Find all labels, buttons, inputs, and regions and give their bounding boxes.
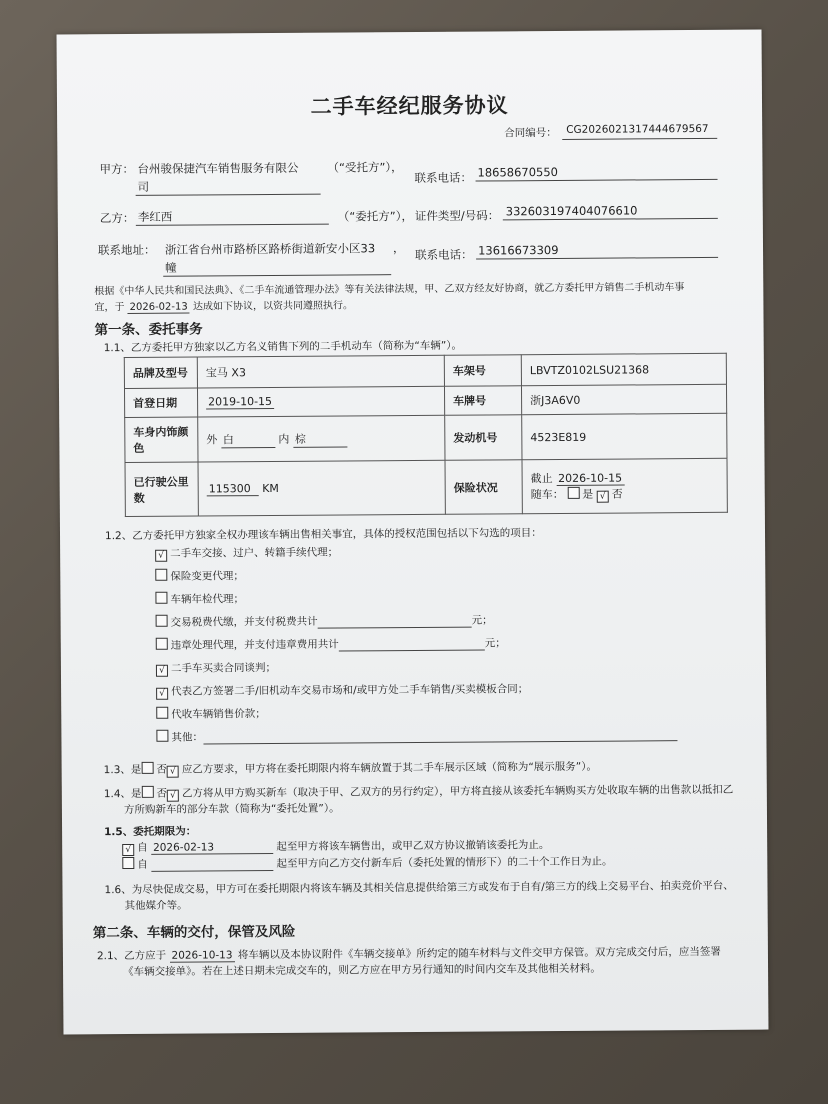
option-label: 代表乙方签署二手/旧机动车交易市场和/或甲方处二手车销售/买卖模板合同； [171, 683, 529, 698]
vin-label: 车架号 [444, 355, 521, 387]
clause-1-5-row-2 [122, 854, 612, 872]
document-title: 二手车经纪服务协议 [310, 93, 509, 119]
other-blank[interactable] [203, 728, 677, 744]
option-suffix: 元； [471, 614, 493, 627]
party-b-id-label: 证件类型/号码： [414, 208, 500, 223]
term-start-date-2[interactable] [151, 858, 273, 872]
clause-2-1-line-2: 《车辆交接单》。若在上述日期未完成交车的，则乙方应在甲方另行通知的时间内交车及其他相关材料。 [123, 962, 601, 979]
no-checkbox[interactable]: √ [597, 491, 609, 503]
mileage-value: 115300 [207, 482, 259, 496]
clause-1-4-no-checkbox[interactable]: √ [167, 790, 179, 802]
term-option-2-text: 起至甲方向乙方交付新车后（委托处置的情形下）的二十个工作日为止。 [276, 855, 613, 870]
clause-1-4-text: 乙方将从甲方购买新车（取决于甲、乙双方的另行约定），甲方将直接从该委托车辆购买方处收取车辆的出售款以抵扣乙 [181, 783, 734, 800]
preamble-line-1: 根据《中华人民共和国民法典》、《二手车流通管理办法》等有关法律法规，甲、乙双方经友好协商，就乙方委托甲方销售二手机动车事 [94, 282, 685, 298]
party-a-name: 台州骏保捷汽车销售服务有限公 [137, 160, 299, 176]
party-b-id: 332603197404076610 [505, 203, 638, 219]
option-label: 交易税费代缴，并支付税费共计 [170, 615, 318, 629]
clause-1-5-row-1 [122, 837, 549, 856]
clause-1-3-text: 应乙方要求，甲方将在委托期限内将车辆放置于其二手车展示区域（简称为“展示服务”）。 [181, 760, 598, 776]
inner-color-value: 棕 [293, 430, 347, 447]
party-b-address-comma: ， [392, 241, 405, 256]
party-b-name: 李红西 [137, 209, 173, 224]
reg-date-cell [197, 386, 444, 417]
clause-1-5-title: 1.5、委托期限为： [104, 825, 197, 839]
party-b-address: 浙江省台州市路桥区路桥街道新安小区33 [164, 241, 376, 257]
mileage-label: 已行驶公里数 [125, 462, 198, 517]
term-option-1-text: 起至甲方将该车辆售出，或甲乙双方协议撤销该委托为止。 [276, 839, 550, 853]
party-b-phone-label: 联系电话： [415, 247, 473, 262]
preamble-suffix: 达成如下协议，以资共同遵照执行。 [192, 300, 353, 313]
option-checkbox[interactable] [155, 569, 167, 581]
option-item [155, 545, 338, 562]
option-item [156, 660, 276, 677]
engine-label: 发动机号 [445, 415, 522, 461]
term-start-date: 2026-02-13 [151, 841, 273, 855]
term-from-label: 自 [137, 841, 148, 854]
option-label: 代收车辆销售价款； [171, 708, 266, 721]
clause-1-3 [104, 759, 597, 778]
party-b-id-line [503, 218, 718, 221]
mileage-cell [198, 460, 445, 516]
clause-1-3-no-checkbox[interactable]: √ [167, 766, 179, 778]
clause-1-4-yes-checkbox[interactable] [141, 786, 153, 798]
delivery-date: 2026-10-13 [169, 949, 234, 962]
option-checkbox[interactable]: √ [156, 665, 168, 677]
option-item [155, 591, 244, 607]
plate-value: 浙J3A6V0 [521, 384, 726, 414]
option-item [156, 635, 506, 652]
clause-2-1-prefix: 2.1、乙方应于 [96, 949, 167, 963]
brand-value: 宝马 X3 [197, 355, 444, 388]
party-b-label: 乙方： [99, 210, 135, 226]
color-label: 车身内饰颜色 [125, 417, 198, 463]
party-a-label: 甲方： [99, 161, 135, 177]
table-row [124, 384, 726, 417]
party-b-address-cont: 幢 [165, 260, 177, 275]
insurance-cell [522, 458, 727, 513]
option-label: 违章处理代理，并支付违章费用共计 [170, 638, 339, 652]
contract-number: CG20260213174446795​67 [566, 122, 709, 136]
option-checkbox[interactable] [156, 707, 168, 719]
section-1-title: 第一条、委托事务 [94, 321, 203, 339]
brand-label: 品牌及型号 [124, 357, 197, 389]
option-checkbox[interactable]: √ [156, 688, 168, 700]
option-label: 二手车买卖合同谈判； [170, 661, 276, 675]
party-b-line [136, 224, 329, 226]
clause-1-4-no-label: 否 [156, 787, 168, 800]
clause-1-4-cont: 方所购新车的部分车款（简称为“委托处置”）。 [123, 802, 340, 817]
clause-1-4 [104, 782, 734, 802]
preamble-prefix: 宜，于 [94, 302, 125, 314]
term-option-2-checkbox[interactable] [122, 857, 134, 869]
plate-label: 车牌号 [444, 386, 521, 416]
outer-color-value: 白 [221, 430, 275, 447]
option-item [156, 706, 266, 722]
term-option-1-checkbox[interactable]: √ [122, 844, 134, 856]
option-checkbox[interactable]: √ [155, 550, 167, 562]
preamble-line-2 [94, 296, 353, 314]
insurance-until-value: 2026-10-15 [556, 472, 624, 486]
clause-2-1-line-1 [97, 944, 721, 963]
option-label: 车辆年检代理； [170, 593, 245, 606]
party-b-phone: 13616673309 [477, 242, 559, 258]
term-from-label-2: 自 [137, 858, 148, 871]
option-checkbox[interactable] [156, 615, 168, 627]
option-checkbox[interactable] [155, 592, 167, 604]
violation-amount-blank[interactable] [339, 637, 485, 651]
option-label: 保险变更代理； [170, 570, 244, 583]
clause-1-3-yes-checkbox[interactable] [141, 762, 153, 774]
color-cell [198, 415, 445, 462]
clause-2-1-text: 将车辆以及本协议附件《车辆交接单》所约定的随车材料与文件交甲方保管。双方完成交付后，应当签署 [237, 945, 721, 962]
clause-1-1: 1.1、乙方委托甲方独家以乙方名义销售下列的二手机动车（简称为“车辆”）。 [103, 339, 463, 355]
option-item [155, 568, 244, 584]
option-label: 二手车交接、过户、转籍手续代理； [170, 546, 339, 560]
insurance-until-row [531, 469, 719, 486]
option-suffix: 元； [484, 637, 506, 650]
party-b-role: （“委托方”）， [337, 208, 414, 224]
vin-value: LBVTZ0102LSU21368 [521, 353, 726, 385]
option-label: 其他： [171, 731, 203, 744]
clause-1-3-no-label: 否 [156, 763, 167, 776]
with-car-label: 随车： [530, 487, 564, 502]
yes-checkbox[interactable] [567, 487, 579, 499]
clause-1-6-line-1: 1.6、为尽快促成交易，甲方可在委托期限内将该车辆及其相关信息提供给第三方或发布于自有/第三方的线上交易平台、拍卖竞价平台、 [104, 879, 734, 897]
option-item [156, 726, 677, 745]
option-checkbox[interactable] [156, 730, 168, 742]
insurance-label: 保险状况 [445, 460, 522, 515]
with-car-row [531, 485, 719, 503]
no-label: 否 [611, 487, 623, 501]
clause-1-3-prefix: 1.3、是 [103, 763, 142, 777]
outer-color-label: 外 [206, 432, 218, 446]
party-b-address-label: 联系地址： [97, 242, 156, 258]
option-item [156, 681, 528, 700]
preamble-date: 2026-02-13 [128, 302, 190, 314]
party-a-phone: 18658670550 [477, 164, 559, 180]
option-item [156, 612, 493, 629]
party-b-address-line [163, 274, 391, 277]
table-row [125, 413, 727, 462]
table-row [124, 353, 726, 388]
reg-date-label: 首登日期 [124, 388, 197, 418]
mileage-unit: KM [262, 481, 279, 495]
section-2-title: 第二条、车辆的交付，保管及风险 [92, 923, 296, 942]
party-a-role: （“受托方”）， [327, 160, 403, 175]
insurance-until-label: 截止 [530, 472, 553, 486]
option-checkbox[interactable] [156, 638, 168, 650]
party-a-phone-label: 联系电话： [414, 170, 473, 185]
contract-number-label: 合同编号： [504, 126, 557, 140]
reg-date-value: 2019-10-15 [206, 395, 274, 409]
tax-amount-blank[interactable] [318, 615, 472, 629]
vehicle-info-table [124, 353, 728, 517]
contract-number-line [562, 138, 717, 140]
clause-1-4-prefix: 1.4、是 [103, 787, 142, 801]
engine-value: 4523E819 [522, 413, 727, 459]
inner-color-label: 内 [278, 432, 290, 446]
clause-1-6-line-2: 其他媒介等。 [124, 899, 188, 913]
party-a-name-cont: 司 [137, 179, 150, 194]
clause-1-2: 1.2、乙方委托甲方独家全权办理该车辆出售相关事宜，具体的授权范围包括以下勾选的项目： [104, 527, 542, 543]
table-row [125, 458, 727, 516]
contract-paper [57, 30, 769, 1035]
party-a-line [136, 194, 321, 196]
yes-label: 是 [582, 487, 594, 501]
